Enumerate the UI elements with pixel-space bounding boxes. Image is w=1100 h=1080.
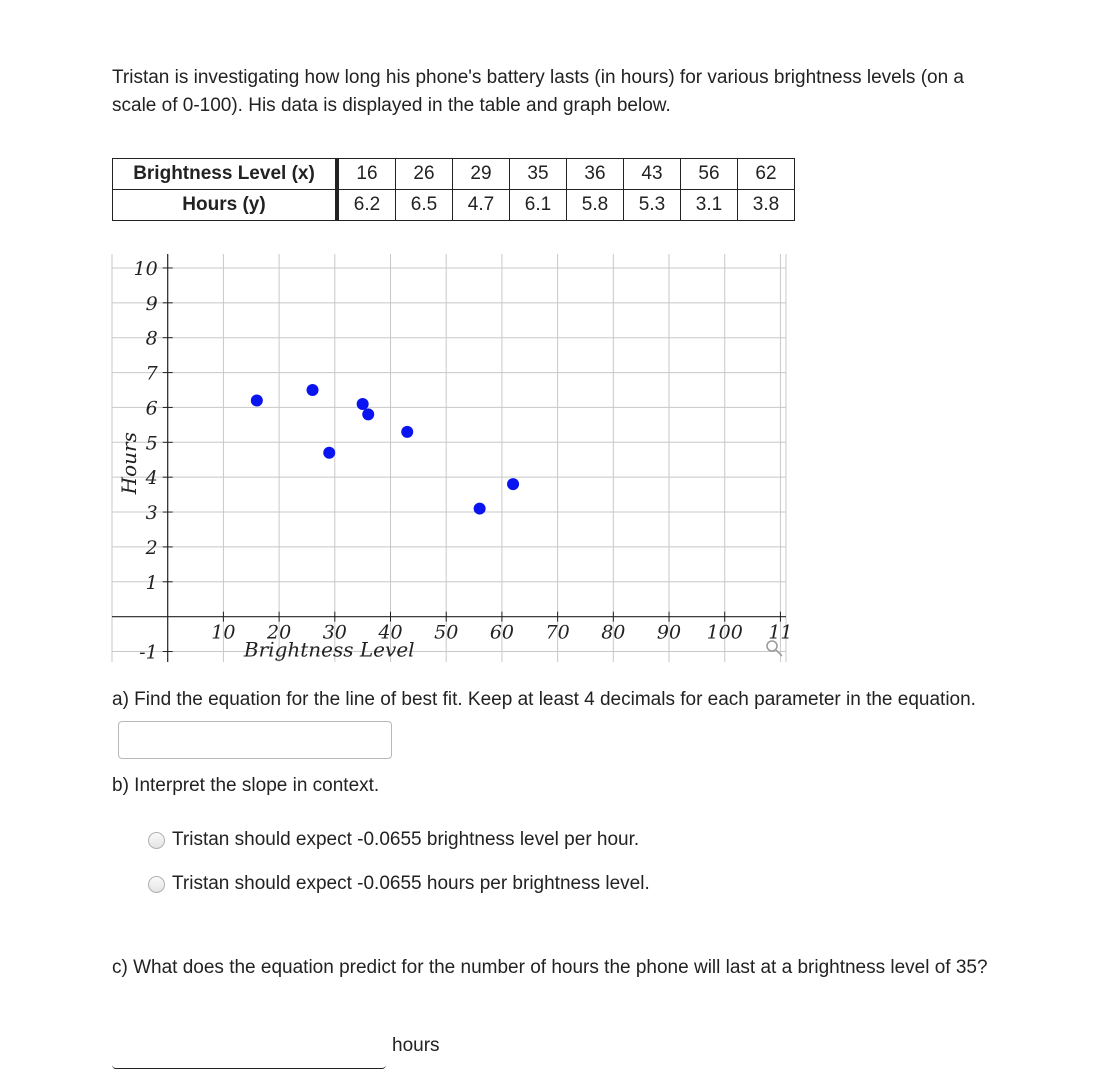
y-tick-label: 4 bbox=[145, 467, 158, 490]
option-label: Tristan should expect -0.0655 brightness level per hour. bbox=[172, 829, 640, 850]
y-cell: 3.1 bbox=[681, 190, 738, 221]
data-point[interactable] bbox=[357, 398, 369, 410]
y-cell: 6.2 bbox=[337, 190, 396, 221]
y-tick-label: 5 bbox=[145, 432, 158, 455]
y-axis-title: Hours bbox=[117, 432, 141, 495]
x-tick-label: 90 bbox=[656, 621, 682, 644]
data-point[interactable] bbox=[474, 503, 486, 515]
question-a-text: a) Find the equation for the line of best fit. Keep at least 4 decimals for each parameter in the equation. bbox=[112, 689, 976, 710]
x-cell: 16 bbox=[337, 159, 396, 190]
y-tick-label: 9 bbox=[145, 292, 158, 315]
x-tick-label: 50 bbox=[434, 621, 459, 644]
question-c-text: c) What does the equation predict for the number of hours the phone will last at a brightness level of 35? bbox=[112, 957, 988, 978]
y-tick-label: 1 bbox=[145, 571, 158, 594]
x-axis-title: Brightness Level bbox=[243, 637, 415, 662]
y-header: Hours (y) bbox=[113, 190, 338, 221]
x-tick-label: 40 bbox=[378, 621, 403, 644]
x-header: Brightness Level (x) bbox=[113, 159, 338, 190]
x-cell: 62 bbox=[738, 159, 795, 190]
x-tick-label: 30 bbox=[322, 621, 347, 644]
x-tick-label: 60 bbox=[489, 621, 515, 644]
data-point[interactable] bbox=[323, 447, 335, 459]
y-cell: 3.8 bbox=[738, 190, 795, 221]
x-cell: 26 bbox=[396, 159, 453, 190]
y-tick-label: 10 bbox=[133, 257, 158, 280]
question-b-text: b) Interpret the slope in context. bbox=[112, 775, 380, 796]
slope-option-1[interactable] bbox=[148, 829, 639, 851]
y-tick-label: 7 bbox=[145, 362, 158, 385]
hours-unit-label: hours bbox=[392, 1035, 440, 1056]
zoom-icon-handle bbox=[776, 650, 782, 656]
radio-button[interactable] bbox=[148, 832, 165, 849]
prediction-input[interactable] bbox=[112, 1040, 386, 1069]
y-cell: 6.5 bbox=[396, 190, 453, 221]
y-tick-label: 3 bbox=[145, 502, 158, 525]
x-cell: 56 bbox=[681, 159, 738, 190]
x-tick-label: 11 bbox=[768, 621, 793, 644]
radio-button[interactable] bbox=[148, 876, 165, 893]
y-tick-label: -1 bbox=[139, 641, 158, 664]
data-point[interactable] bbox=[362, 408, 374, 420]
problem-intro: Tristan is investigating how long his phone's battery lasts (in hours) for various brightness levels (on a scale of 0-100). His data is displayed in the table and graph below. bbox=[112, 67, 965, 116]
y-tick-label: 8 bbox=[145, 327, 158, 350]
question-a bbox=[112, 680, 1012, 760]
x-cell: 29 bbox=[453, 159, 510, 190]
data-point[interactable] bbox=[251, 394, 263, 406]
y-cell: 4.7 bbox=[453, 190, 510, 221]
x-cell: 35 bbox=[510, 159, 567, 190]
data-point[interactable] bbox=[507, 478, 519, 490]
data-point[interactable] bbox=[307, 384, 319, 396]
data-point[interactable] bbox=[401, 426, 413, 438]
x-cell: 36 bbox=[567, 159, 624, 190]
y-cell: 6.1 bbox=[510, 190, 567, 221]
equation-input[interactable] bbox=[118, 721, 392, 759]
x-tick-label: 10 bbox=[211, 621, 236, 644]
option-label: Tristan should expect -0.0655 hours per brightness level. bbox=[172, 873, 650, 894]
x-tick-label: 70 bbox=[545, 621, 570, 644]
x-tick-label: 80 bbox=[601, 621, 626, 644]
x-tick-label: 100 bbox=[706, 621, 743, 644]
x-cell: 43 bbox=[624, 159, 681, 190]
y-tick-label: 2 bbox=[145, 536, 158, 559]
y-cell: 5.8 bbox=[567, 190, 624, 221]
slope-option-2[interactable] bbox=[148, 873, 650, 895]
x-tick-label: 20 bbox=[267, 621, 292, 644]
y-cell: 5.3 bbox=[624, 190, 681, 221]
y-tick-label: 6 bbox=[145, 397, 158, 420]
